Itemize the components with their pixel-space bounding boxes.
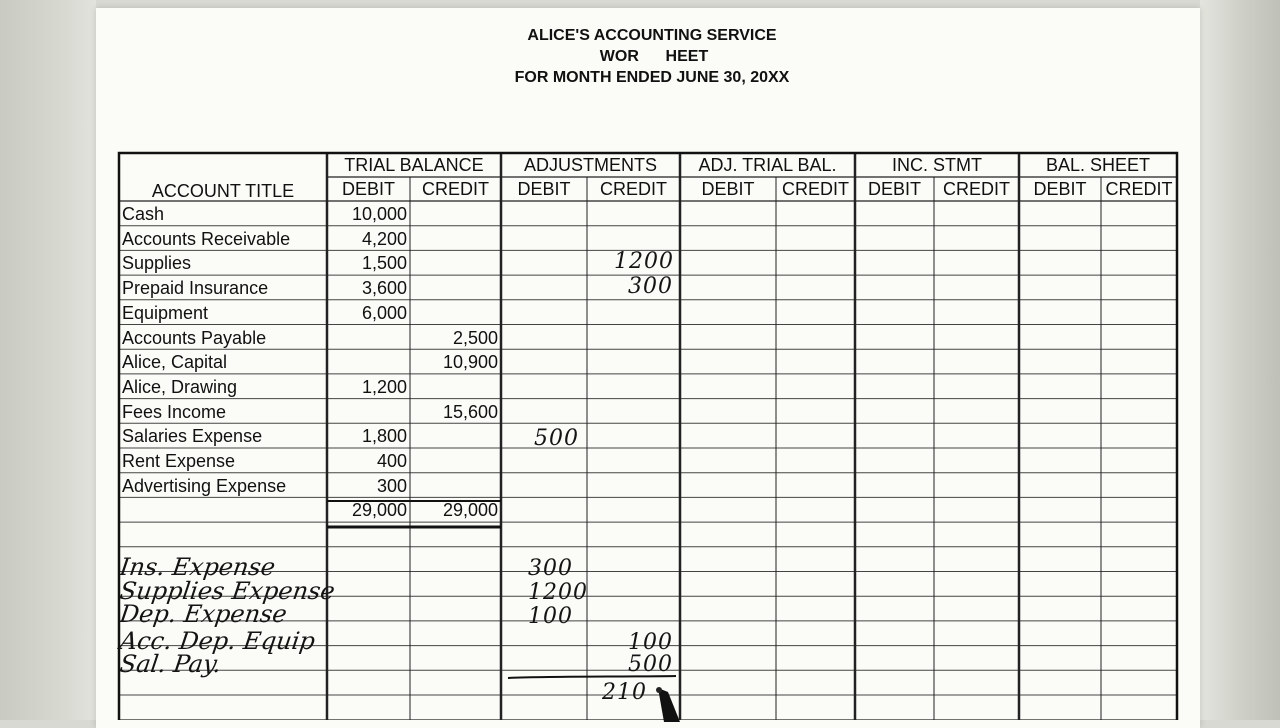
column-group-header: INC. STMT	[892, 155, 982, 175]
account-title-header: ACCOUNT TITLE	[151, 181, 295, 201]
account-title-cell: Rent Expense	[122, 451, 236, 471]
period-line: FOR MONTH ENDED JUNE 30, 20XX	[514, 69, 790, 86]
account-title-cell: Alice, Drawing	[122, 376, 238, 397]
tb-debit-cell: 400	[376, 451, 407, 471]
account-title-cell: Alice, Capital	[122, 352, 228, 373]
debit-header: DEBIT	[341, 179, 395, 199]
debit-header: DEBIT	[517, 179, 571, 199]
column-group-header: BAL. SHEET	[1045, 155, 1151, 175]
tb-debit-cell: 300	[376, 475, 407, 496]
debit-header: DEBIT	[867, 179, 921, 199]
tb-credit-cell: 10,900	[442, 352, 498, 373]
handwritten-account-title: Sal. Pay.	[118, 650, 224, 678]
tb-debit-cell: 1,200	[361, 376, 407, 397]
tb-credit-cell: 15,600	[442, 401, 498, 422]
column-group-header: ADJUSTMENTS	[523, 155, 657, 175]
account-title-cell: Accounts Payable	[122, 327, 267, 348]
tb-debit-cell: 6,000	[361, 302, 407, 323]
debit-header: DEBIT	[1033, 179, 1087, 199]
handwritten-account-title: Ins. Expense	[118, 553, 278, 581]
account-title-cell: Prepaid Insurance	[122, 278, 269, 299]
tb-debit-cell: 4,200	[361, 228, 407, 249]
credit-header: CREDIT	[600, 179, 667, 199]
adj-debit-handwritten: 100	[528, 604, 573, 629]
column-group-header: ADJ. TRIAL BAL.	[698, 155, 837, 175]
adj-debit-handwritten: 500	[534, 426, 579, 452]
adj-debit-handwritten: 1200	[528, 580, 588, 605]
adj-debit-handwritten: 300	[528, 556, 573, 581]
tb-debit-cell: 3,600	[361, 278, 407, 299]
adj-credit-handwritten: 500	[628, 652, 673, 677]
account-title-cell: Cash	[122, 204, 165, 224]
tb-credit-total: 29,000	[442, 500, 498, 521]
company-name: ALICE'S ACCOUNTING SERVICE	[527, 27, 777, 44]
account-title-cell: Salaries Expense	[122, 426, 263, 447]
credit-header: CREDIT	[943, 179, 1010, 199]
handwritten-account-title: Supplies Expense	[118, 577, 337, 605]
account-title-cell: Fees Income	[122, 401, 227, 422]
handwritten-account-title: Acc. Dep. Equip	[118, 627, 317, 655]
tb-debit-total: 29,000	[351, 500, 407, 521]
adj-credit-handwritten: 1200	[614, 249, 674, 275]
adj-credit-handwritten: 100	[628, 630, 673, 655]
adj-partial-total: 210	[602, 680, 647, 705]
handwritten-account-title: Dep. Expense	[118, 600, 289, 628]
account-title-cell: Supplies	[122, 253, 192, 274]
tb-debit-cell: 10,000	[351, 204, 407, 224]
account-title-cell: Equipment	[122, 302, 209, 323]
tb-debit-cell: 1,500	[361, 253, 407, 274]
account-title-cell: Advertising Expense	[122, 475, 287, 496]
credit-header: CREDIT	[1105, 179, 1173, 199]
worksheet-title: WOR HEET	[599, 48, 709, 65]
adj-credit-handwritten: 300	[628, 274, 673, 300]
tb-debit-cell: 1,800	[361, 426, 407, 447]
tb-credit-cell: 2,500	[452, 327, 498, 348]
column-group-header: TRIAL BALANCE	[344, 155, 484, 175]
account-title-cell: Accounts Receivable	[122, 228, 291, 249]
credit-header: CREDIT	[782, 179, 849, 199]
debit-header: DEBIT	[701, 179, 755, 199]
pen-tip-icon	[650, 682, 680, 722]
credit-header: CREDIT	[422, 179, 489, 199]
